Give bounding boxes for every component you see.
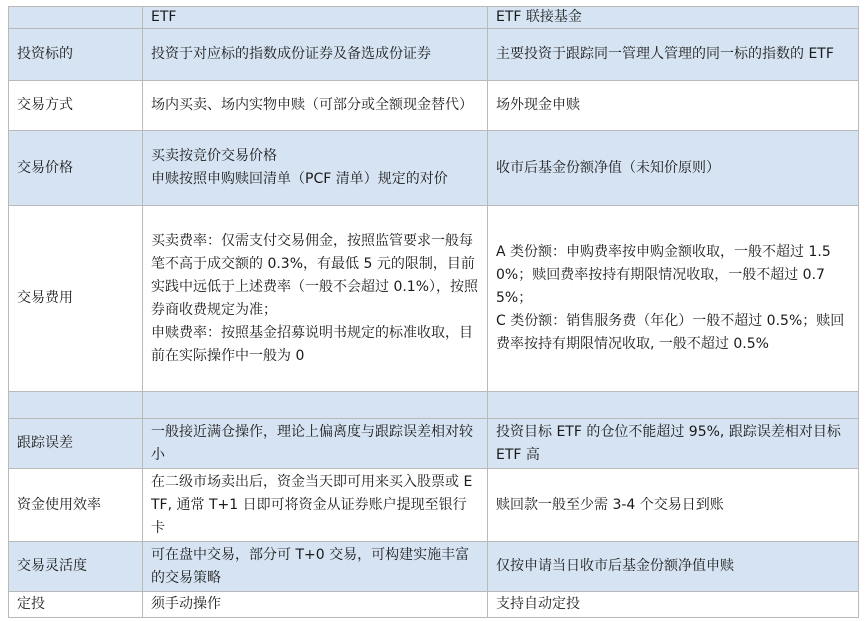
table-row xyxy=(9,469,859,542)
table-row-empty xyxy=(9,392,859,419)
header-cell-blank xyxy=(9,7,143,29)
fund-cell: 投资目标 ETF 的仓位不能超过 95%, 跟踪误差相对目标 ETF 高 xyxy=(488,419,859,469)
row-label: 资金使用效率 xyxy=(9,469,143,542)
fund-cell: 支持自动定投 xyxy=(488,592,859,618)
row-label: 定投 xyxy=(9,592,143,618)
fund-cell: 主要投资于跟踪同一管理人管理的同一标的指数的 ETF xyxy=(488,29,859,81)
table-row xyxy=(9,592,859,618)
row-label xyxy=(9,392,143,419)
row-label: 交易灵活度 xyxy=(9,542,143,592)
etf-cell: 买卖费率：仅需支付交易佣金，按照监管要求一般每笔不高于成交额的 0.3%，有最低 5 元的限制，目前实践中远低于上述费率（一般不会超过 0.1%），按照券商收费规定为准； 申赎费率：按照基金招募说明书规定的标准收取，目前在实际操作中一般为 0 xyxy=(143,206,488,392)
etf-cell: 投资于对应标的指数成份证券及备选成份证券 xyxy=(143,29,488,81)
etf-cell: 场内买卖、场内实物申赎（可部分或全额现金替代） xyxy=(143,81,488,131)
fund-cell: A 类份额：申购费率按申购金额收取，一般不超过 1.50%；赎回费率按持有期限情况收取，一般不超过 0.75%； C 类份额：销售服务费（年化）一般不超过 0.5%；赎回费率按持有期限情况收取, 一般不超过 0.5% xyxy=(488,206,859,392)
fund-cell: 场外现金申赎 xyxy=(488,81,859,131)
fund-cell xyxy=(488,392,859,419)
etf-cell: 买卖按竞价交易价格 申赎按照申购赎回清单（PCF 清单）规定的对价 xyxy=(143,131,488,206)
etf-cell: 在二级市场卖出后，资金当天即可用来买入股票或 ETF, 通常 T+1 日即可将资金从证券账户提现至银行卡 xyxy=(143,469,488,542)
etf-cell: 须手动操作 xyxy=(143,592,488,618)
row-label: 交易费用 xyxy=(9,206,143,392)
table-row xyxy=(9,81,859,131)
table-header-row xyxy=(9,7,859,29)
header-cell-etf: ETF xyxy=(143,7,488,29)
etf-cell: 一般接近满仓操作，理论上偏离度与跟踪误差相对较小 xyxy=(143,419,488,469)
row-label: 交易方式 xyxy=(9,81,143,131)
fund-cell: 收市后基金份额净值（未知价原则） xyxy=(488,131,859,206)
comparison-table xyxy=(8,6,859,618)
row-label: 跟踪误差 xyxy=(9,419,143,469)
fund-cell: 赎回款一般至少需 3-4 个交易日到账 xyxy=(488,469,859,542)
fund-cell: 仅按申请当日收市后基金份额净值申赎 xyxy=(488,542,859,592)
table-row xyxy=(9,131,859,206)
table-row xyxy=(9,29,859,81)
header-cell-linked-fund: ETF 联接基金 xyxy=(488,7,859,29)
table-row xyxy=(9,542,859,592)
row-label: 投资标的 xyxy=(9,29,143,81)
row-label: 交易价格 xyxy=(9,131,143,206)
etf-cell xyxy=(143,392,488,419)
etf-cell: 可在盘中交易，部分可 T+0 交易，可构建实施丰富的交易策略 xyxy=(143,542,488,592)
table-row xyxy=(9,419,859,469)
table-row xyxy=(9,206,859,392)
